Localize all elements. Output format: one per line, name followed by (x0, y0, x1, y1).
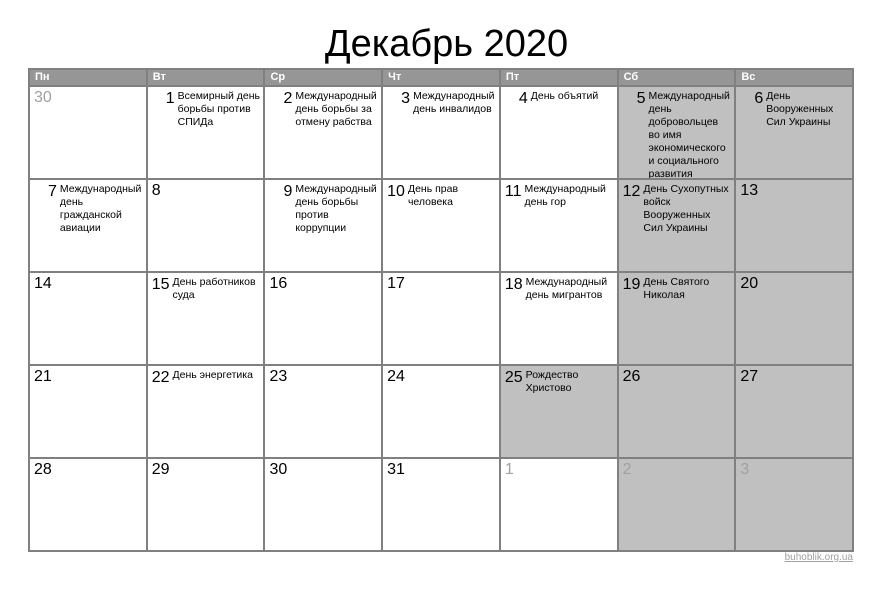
day-number: 7 (48, 183, 57, 200)
day-cell[interactable] (501, 180, 619, 271)
event-label: Международный день гражданской авиации (59, 183, 142, 234)
day-cell[interactable] (265, 366, 383, 457)
week-row (30, 457, 852, 550)
day-number: 29 (151, 461, 170, 478)
weekday-sun: Вс (736, 70, 852, 85)
day-number: 14 (34, 275, 52, 292)
event-label: Международный день добровольцев во имя экономического и социального развития (648, 90, 730, 178)
day-number: 5 (636, 90, 646, 107)
day-number: 1 (504, 461, 514, 478)
day-number: 11 (504, 183, 522, 200)
day-number: 13 (740, 182, 759, 199)
event-label: День объятий (530, 90, 599, 102)
page-title: Декабрь 2020 (324, 23, 569, 65)
day-cell[interactable] (736, 273, 852, 364)
day-cell[interactable] (619, 459, 737, 550)
day-number: 19 (622, 276, 641, 293)
day-cell[interactable] (736, 87, 852, 178)
day-number: 8 (151, 182, 161, 199)
day-number: 16 (269, 275, 288, 292)
event-label: Международный день борьбы против коррупции (295, 183, 377, 234)
week-row (30, 271, 852, 364)
day-number: 30 (269, 461, 288, 478)
weekday-mon: Пн (30, 70, 148, 85)
calendar-grid (28, 68, 854, 552)
day-cell[interactable] (30, 180, 148, 271)
weekday-thu: Чт (383, 70, 501, 85)
day-cell[interactable] (501, 87, 619, 178)
event-label: День Святого Николая (643, 276, 710, 301)
day-number: 22 (151, 369, 170, 386)
day-cell[interactable] (265, 273, 383, 364)
weekday-wed: Ср (265, 70, 383, 85)
weekday-tue: Вт (148, 70, 266, 85)
event-label: Международный день мигрантов (525, 276, 608, 301)
day-cell[interactable] (265, 87, 383, 178)
weekday-fri: Пт (501, 70, 619, 85)
event-label: День работников суда (172, 276, 256, 301)
day-cell[interactable] (736, 366, 852, 457)
day-cell[interactable] (501, 366, 619, 457)
event-label: День энергетика (172, 369, 253, 381)
day-number: 26 (622, 368, 641, 385)
day-cell[interactable] (383, 273, 501, 364)
source-link[interactable]: buhoblik.org.ua (784, 552, 853, 563)
day-cell[interactable] (30, 366, 148, 457)
day-number: 31 (387, 461, 405, 478)
day-number: 24 (387, 368, 405, 385)
event-label: Международный день гор (524, 183, 606, 208)
day-cell[interactable] (619, 273, 737, 364)
day-cell[interactable] (736, 459, 852, 550)
day-cell[interactable] (383, 180, 501, 271)
day-number: 3 (401, 90, 411, 107)
day-number: 18 (504, 276, 523, 293)
day-number: 25 (504, 369, 523, 386)
day-cell[interactable] (148, 87, 266, 178)
day-number: 30 (34, 89, 52, 106)
day-cell[interactable] (30, 459, 148, 550)
weekday-header (30, 70, 852, 85)
day-number: 17 (387, 275, 405, 292)
event-label: Всемирный день борьбы против СПИДа (177, 90, 261, 128)
day-number: 21 (34, 368, 52, 385)
event-label: Международный день инвалидов (413, 90, 495, 115)
day-cell[interactable] (265, 459, 383, 550)
day-number: 28 (34, 461, 52, 478)
day-cell[interactable] (148, 459, 266, 550)
day-cell[interactable] (148, 180, 266, 271)
day-number: 27 (740, 368, 759, 385)
day-number: 6 (754, 90, 764, 107)
day-cell[interactable] (383, 366, 501, 457)
event-label: Международный день борьбы за отмену рабства (295, 90, 377, 128)
day-number: 3 (740, 461, 750, 478)
day-cell[interactable] (619, 87, 737, 178)
day-cell[interactable] (383, 459, 501, 550)
event-label: День прав человека (407, 183, 459, 208)
event-label: День Сухопутных войск Вооруженных Сил Украины (643, 183, 729, 234)
weeks-container (30, 85, 852, 550)
day-number: 15 (151, 276, 170, 293)
week-row (30, 364, 852, 457)
day-cell[interactable] (501, 273, 619, 364)
day-number: 23 (269, 368, 288, 385)
weekday-sat: Сб (619, 70, 737, 85)
day-number: 4 (518, 90, 528, 107)
week-row (30, 178, 852, 271)
week-row (30, 85, 852, 178)
day-cell[interactable] (265, 180, 383, 271)
day-cell[interactable] (383, 87, 501, 178)
event-label: Рождество Христово (525, 369, 579, 394)
day-number: 2 (283, 90, 293, 107)
event-label: День Вооруженных Сил Украины (766, 90, 834, 128)
day-number: 1 (165, 90, 175, 107)
day-cell[interactable] (501, 459, 619, 550)
day-number: 20 (740, 275, 759, 292)
day-number: 2 (622, 461, 632, 478)
day-cell[interactable] (619, 180, 737, 271)
day-cell[interactable] (30, 273, 148, 364)
day-cell[interactable] (148, 366, 266, 457)
day-cell[interactable] (619, 366, 737, 457)
day-number: 12 (622, 183, 641, 200)
day-number: 9 (283, 183, 293, 200)
day-cell[interactable] (736, 180, 852, 271)
day-cell[interactable] (148, 273, 266, 364)
day-number: 10 (387, 183, 405, 200)
day-cell[interactable] (30, 87, 148, 178)
